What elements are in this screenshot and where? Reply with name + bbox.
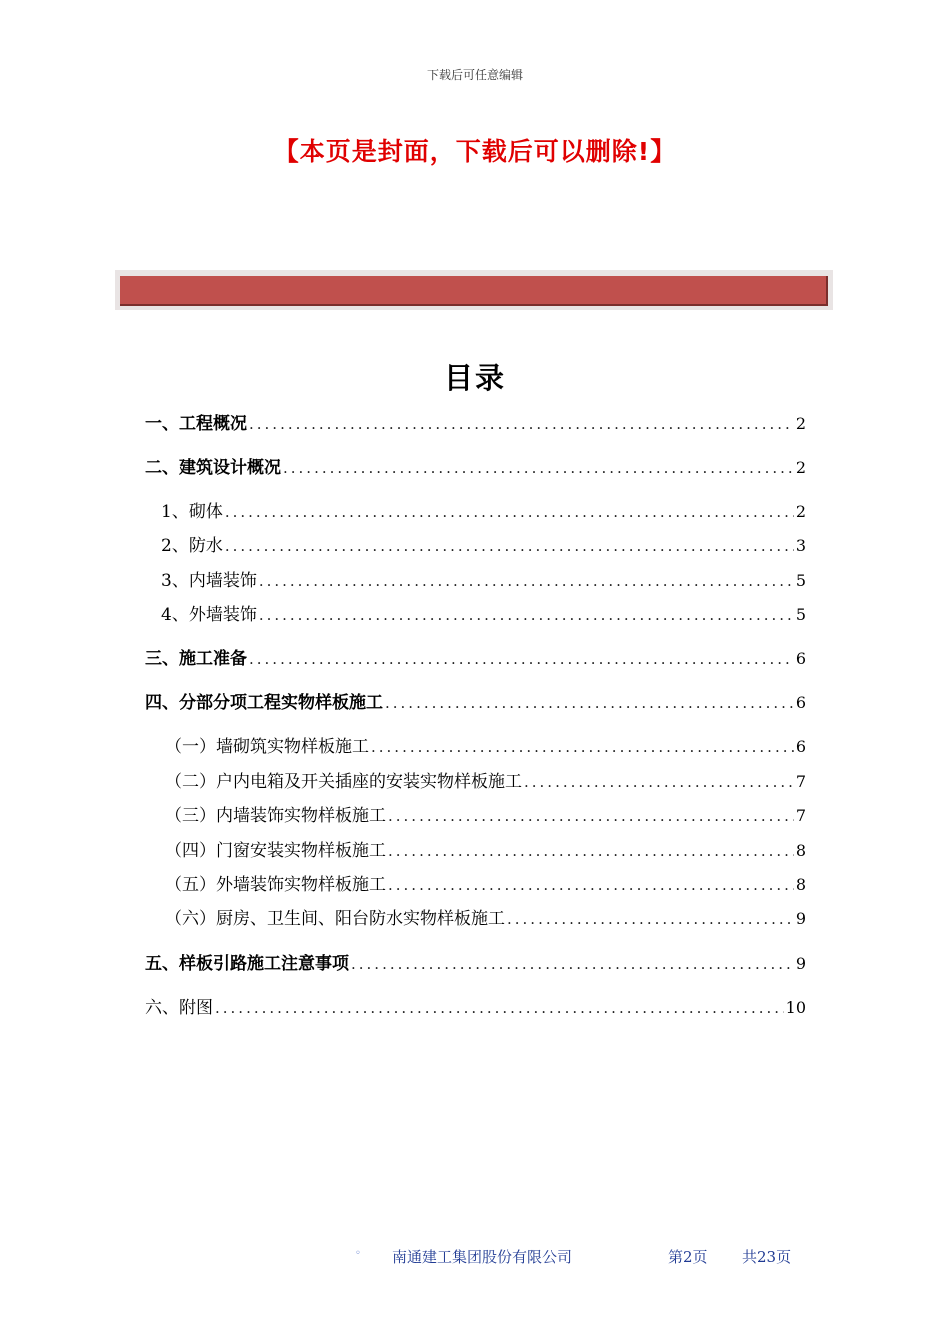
toc-entry-label: 4、外墙装饰 (161, 605, 257, 625)
decorative-banner-fill (120, 276, 828, 306)
toc-entry-label: 六、附图 (145, 998, 213, 1018)
toc-entry-subsection-4-6[interactable] (165, 908, 806, 930)
toc-entry-page: 7 (795, 772, 806, 791)
toc-entry-section-5[interactable] (145, 953, 806, 975)
toc-entry-label: 五、样板引路施工注意事项 (145, 954, 349, 974)
toc-entry-page: 10 (785, 998, 806, 1017)
toc-entry-subsection-2-3[interactable] (161, 570, 806, 592)
toc-entry-page: 5 (795, 571, 806, 590)
toc-leader-dots (249, 413, 794, 435)
toc-leader-dots (388, 805, 794, 827)
cover-notice: 【本页是封面，下载后可以删除!】 (273, 137, 677, 166)
toc-entry-subsection-2-4[interactable] (161, 604, 806, 626)
toc-leader-dots (215, 997, 784, 1019)
toc-leader-dots (225, 501, 794, 523)
footer-bullet-icon: ◦ (355, 1248, 361, 1259)
toc-leader-dots (388, 874, 794, 896)
toc-entry-section-4[interactable] (145, 692, 806, 714)
toc-entry-page: 9 (795, 954, 806, 973)
toc-leader-dots (524, 771, 794, 793)
toc-entry-label: （四）门窗安装实物样板施工 (165, 841, 386, 861)
toc-entry-page: 7 (795, 806, 806, 825)
toc-entry-label: （五）外墙装饰实物样板施工 (165, 875, 386, 895)
toc-entry-page: 6 (795, 649, 806, 668)
toc-entry-page: 6 (795, 693, 806, 712)
toc-entry-label: 四、分部分项工程实物样板施工 (145, 693, 383, 713)
footer-total-pages: 共23页 (742, 1248, 792, 1266)
toc-leader-dots (225, 535, 794, 557)
toc-entry-section-6[interactable] (145, 997, 806, 1019)
toc-entry-page: 2 (795, 502, 806, 521)
toc-entry-label: 2、防水 (161, 536, 223, 556)
toc-entry-label: 二、建筑设计概况 (145, 458, 281, 478)
toc-entry-label: （二）户内电箱及开关插座的安装实物样板施工 (165, 772, 522, 792)
toc-entry-label: 3、内墙装饰 (161, 571, 257, 591)
toc-entry-subsection-4-5[interactable] (165, 874, 806, 896)
toc-entry-section-3[interactable] (145, 648, 806, 670)
toc-leader-dots (283, 457, 794, 479)
toc-leader-dots (249, 648, 794, 670)
toc-leader-dots (259, 604, 794, 626)
toc-entry-page: 8 (795, 875, 806, 894)
toc-leader-dots (507, 908, 794, 930)
toc-entry-page: 3 (795, 536, 806, 555)
toc-leader-dots (351, 953, 794, 975)
toc-entry-subsection-4-2[interactable] (165, 771, 806, 793)
toc-entry-page: 2 (795, 414, 806, 433)
toc-leader-dots (388, 840, 794, 862)
toc-entry-section-1[interactable] (145, 413, 806, 435)
toc-entry-section-2[interactable] (145, 457, 806, 479)
toc-entry-page: 5 (795, 605, 806, 624)
decorative-banner (115, 270, 833, 310)
toc-entry-label: 三、施工准备 (145, 649, 247, 669)
toc-leader-dots (371, 736, 794, 758)
toc-entry-page: 2 (795, 458, 806, 477)
toc-entry-page: 9 (795, 909, 806, 928)
toc-entry-label: （三）内墙装饰实物样板施工 (165, 806, 386, 826)
toc-entry-page: 6 (795, 737, 806, 756)
toc-entry-page: 8 (795, 841, 806, 860)
toc-entry-subsection-2-2[interactable] (161, 535, 806, 557)
footer-company-name: 南通建工集团股份有限公司 (392, 1248, 573, 1266)
toc-leader-dots (259, 570, 794, 592)
toc-entry-subsection-4-3[interactable] (165, 805, 806, 827)
toc-entry-label: （六）厨房、卫生间、阳台防水实物样板施工 (165, 909, 505, 929)
toc-entry-subsection-4-1[interactable] (165, 736, 806, 758)
toc-entry-label: 一、工程概况 (145, 414, 247, 434)
toc-leader-dots (385, 692, 794, 714)
toc-title: 目录 (443, 361, 506, 395)
page-footer (0, 1246, 950, 1268)
toc-entry-subsection-2-1[interactable] (161, 501, 806, 523)
toc-entry-label: （一）墙砌筑实物样板施工 (165, 737, 369, 757)
toc-entry-subsection-4-4[interactable] (165, 840, 806, 862)
footer-page-number: 第2页 (668, 1248, 708, 1266)
toc-entry-label: 1、砌体 (161, 502, 223, 522)
header-note: 下载后可任意编辑 (426, 68, 523, 82)
